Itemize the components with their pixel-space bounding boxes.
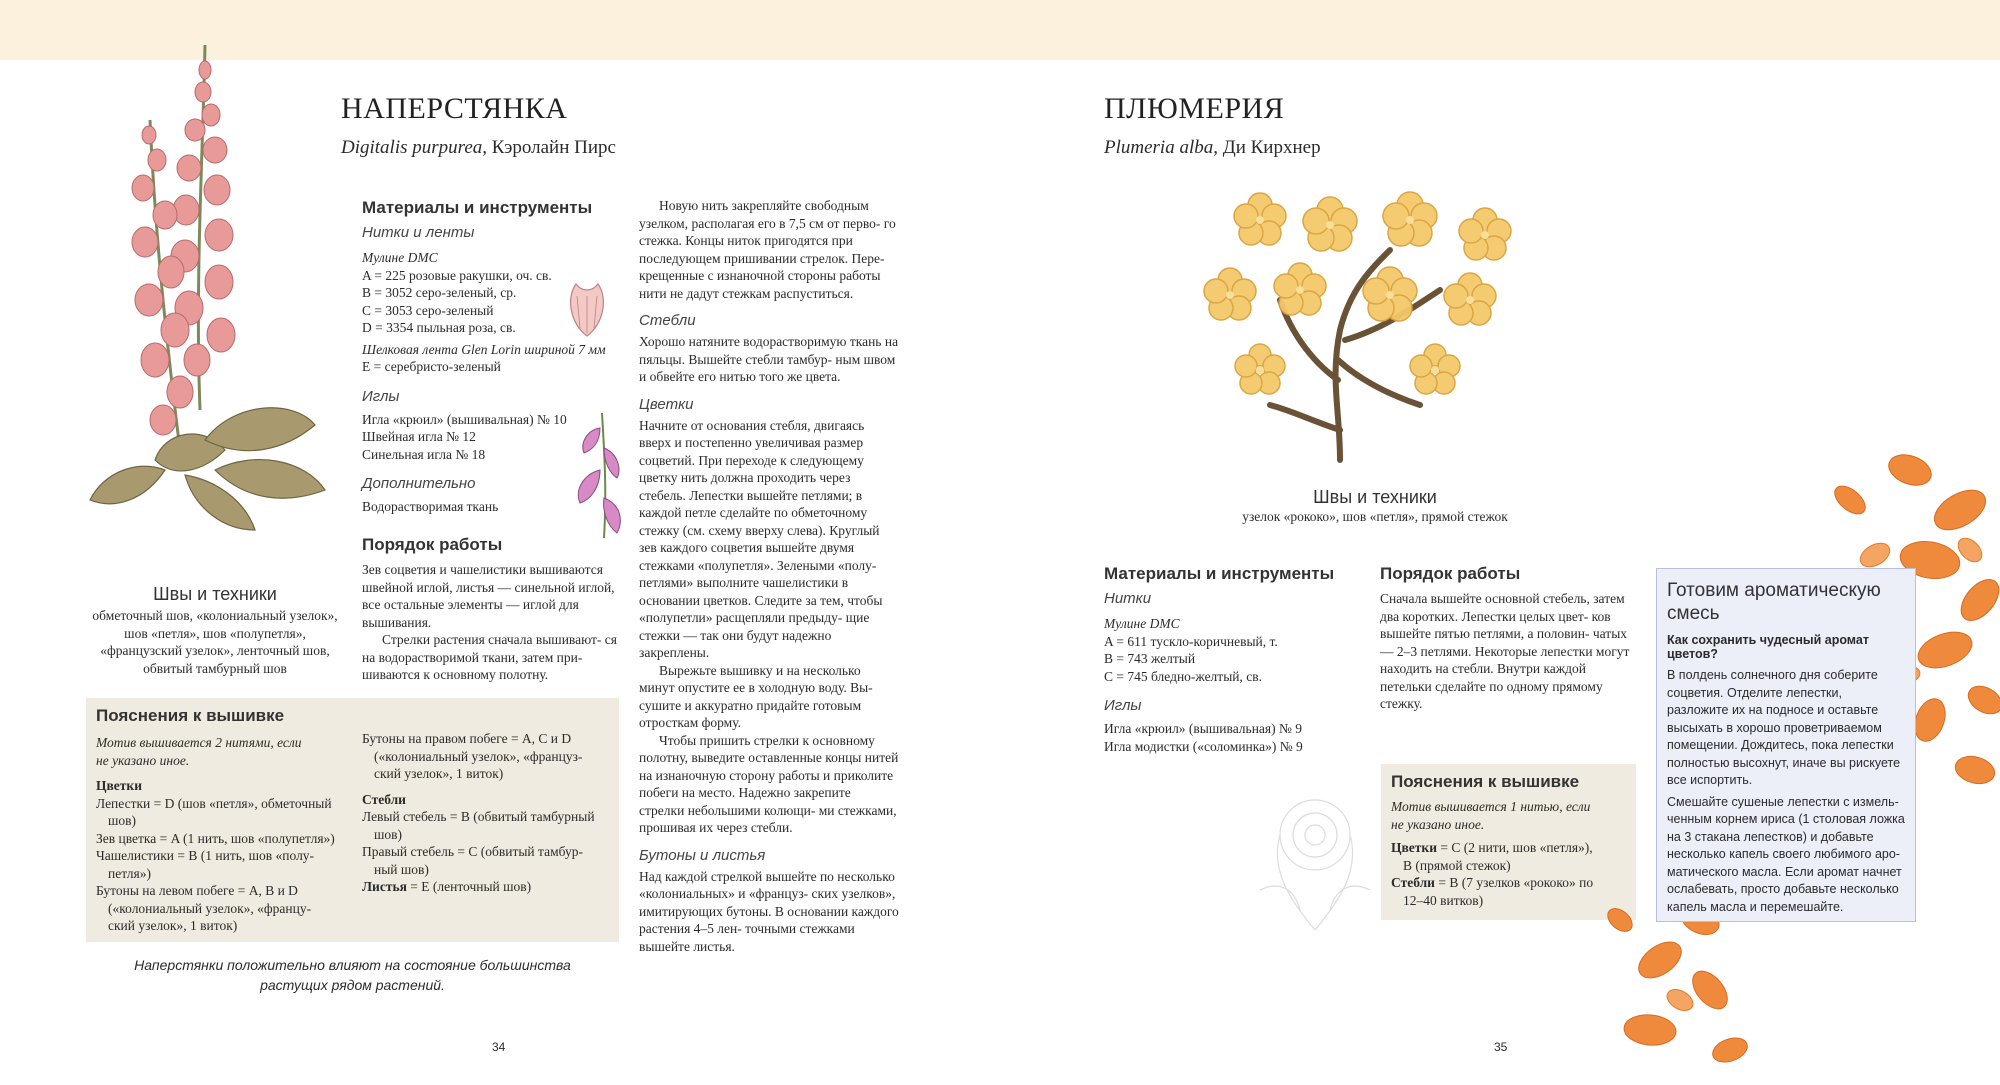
needles-subheading: Иглы	[1104, 697, 1142, 714]
thread-line: E = серебристо-зеленый	[362, 359, 501, 374]
notes-line: Левый стебель = B (обвитый тамбурный	[362, 809, 595, 824]
stitch-line: узелок «рококо», шов «петля», прямой стежок	[1242, 509, 1508, 524]
instruction-paragraph: Начните от основания стебля, двигаясь вверх и постепенно увеличивая размер соцветий. При переходе к следующему цветку нить должна проходить через стебель. Лепестки вышейте петлями; в каждой петле сделайте по обметочному стежку (см. схему вверху слева). Круглый зев каждого соцветия вышейте двумя стежками «полупетля». Зелеными «полу- петлями» выполните чашелистики в основании цветков. Следите за тем, чтобы «полупетли» расщепляли предыду- щие стежки — так они будут надежно закреплены.	[639, 417, 883, 660]
stitches-section-left	[80, 584, 350, 677]
stitch-line: обметочный шов, «колониальный узелок»,	[92, 608, 338, 623]
foxglove-embroidery-illustration	[85, 30, 340, 575]
thread-line: A = 611 тускло-коричневый, т.	[1104, 633, 1278, 649]
flowers-subheading: Цветки	[639, 395, 694, 413]
page-number-left: 34	[492, 1040, 506, 1054]
page-title-left: НАПЕРСТЯНКА	[341, 92, 568, 125]
notes-line: шов)	[374, 826, 403, 842]
thread-line: B = 743 желтый	[1104, 651, 1196, 666]
notes-line: Бутоны на правом побеге = A, C и D	[362, 731, 572, 746]
notes-leaves-text: = E (ленточный шов)	[406, 879, 532, 894]
petal-diagram-icon	[562, 278, 612, 340]
notes-stems-label: Стебли	[1391, 875, 1435, 890]
notes-flowers-label: Цветки	[96, 778, 142, 793]
notes-text: = C (2 нити, шов «петля»),	[1436, 840, 1593, 855]
notes-line: Бутоны на левом побеге = A, B и D	[96, 883, 298, 898]
needle-line: Игла «крюил» (вышивальная) № 10	[362, 411, 567, 427]
instruction-paragraph: Чтобы пришить стрелки к основному полотну, выведите оставленные концы нитей на изнаночную сторону работы и приколите побеги на место. Надежно закрепите стрелки небольшими колющи- ми стежками, прошивая их через стебли.	[639, 732, 899, 835]
materials-heading: Материалы и инструменты	[362, 198, 593, 217]
notes-line: ский узелок», 1 виток)	[108, 918, 238, 933]
stitches-title: Швы и техники	[1313, 487, 1437, 507]
caption-line: Наперстянки положительно влияют на состояние большинства	[134, 957, 571, 973]
materials-heading: Материалы и инструменты	[1104, 564, 1335, 583]
notes-line: («колониальный узелок», «францyз-	[374, 748, 583, 764]
aroma-box-question: Как сохранить чудесный аромат цветов?	[1667, 633, 1869, 661]
instruction-paragraph: Хорошо натяните водорастворимую ткань на пяльцы. Вышейте стебли тамбур- ным швом и обвейте его нитью того же цвета.	[639, 334, 899, 384]
instruction-paragraph: Вырежьте вышивку и на несколько минут опустите ее в холодную воду. Вы- сушите и аккуратно придайте готовым отросткам форму.	[639, 662, 873, 730]
needles-subheading: Иглы	[362, 387, 400, 405]
threads-list	[1104, 615, 1354, 685]
instructions-column-left	[639, 197, 899, 955]
extra-subheading: Дополнительно	[362, 475, 476, 492]
notes-motif-line: Мотив вышивается 1 нитью, если	[1391, 799, 1591, 814]
notes-line: 12–40 витков)	[1403, 892, 1484, 908]
order-paragraph: Зев соцветия и чашелистики вышиваются швейной иглой, листья — синельной иглой, все остальные элементы — иглой для вышивания.	[362, 562, 615, 630]
order-heading: Порядок работы	[362, 535, 503, 554]
stitch-line: шов «петля», шов «полупетля»,	[124, 625, 306, 641]
page-title-right: ПЛЮМЕРИЯ	[1104, 92, 1285, 125]
stems-subheading: Стебли	[639, 312, 696, 329]
extra-line: Водорастворимая ткань	[362, 499, 499, 514]
notes-line: B (прямой стежок)	[1403, 857, 1511, 873]
notes-line: Чашелистики = B (1 нить, шов «полу-	[96, 848, 315, 863]
threads-brand: Мулине DMC	[1104, 616, 1180, 631]
stitch-line: обвитый тамбурный шов	[143, 660, 287, 676]
notes-leaves-label: Листья	[362, 879, 407, 894]
thread-line: A = 225 розовые ракушки, оч. св.	[362, 267, 552, 283]
notes-motif-line: Мотив вышивается 2 нитями, если	[96, 735, 302, 750]
embroidery-notes-box-right	[1381, 764, 1636, 920]
order-paragraph: Сначала вышейте основной стебель, затем два коротких. Лепестки целых цвет- ков вышейте пятью петлями, а половин- чатых — 2–3 петлями. Некоторые лепестки могут находить на стебли. Внутри каждой петельки сделайте по одному прямому стежку.	[1380, 591, 1630, 711]
author-name: Ди Кирхнер	[1218, 137, 1321, 158]
rose-sketch-decoration-icon	[1240, 780, 1390, 950]
embroidery-notes-box-left	[86, 698, 619, 942]
instruction-paragraph: Новую нить закрепляйте свободным узелком, располагая его в 7,5 см от перво- го стежка. Концы ниток пригодятся при последующем пришивании стрелок. Пере- крещенные с изнаночной стороны работы нити не дадут стежкам распуститься.	[639, 198, 896, 301]
stitches-title: Швы и техники	[153, 584, 277, 604]
notes-heading: Пояснения к вышивке	[96, 706, 285, 725]
thread-line: C = 745 бледно-желтый, св.	[1104, 668, 1262, 684]
notes-line: («колониальный узелок», «францу-	[108, 900, 312, 916]
order-section-left	[362, 535, 617, 684]
notes-line: Лепестки = D (шов «петля», обметочный	[96, 795, 332, 811]
aroma-box-paragraph: Смешайте сушеные лепестки с измель- ченным корнем ириса (1 столовая ложка на 3 стакана лепестков) и добавьте несколько капель своего любимого аро- матического масла. Если аромат начнет ослабевать, просто добавьте несколько капель масла и перемешайте.	[1667, 794, 1905, 914]
order-heading: Порядок работы	[1380, 564, 1521, 583]
caption-line: растущих рядом растений.	[260, 977, 445, 993]
notes-line: Зев цветка = A (1 нить, шов «полупетля»)	[96, 830, 335, 846]
notes-stems-label: Стебли	[362, 791, 406, 807]
caption-left	[86, 955, 619, 995]
thread-line: B = 3052 серо-зеленый, ср.	[362, 285, 517, 300]
latin-name-text: Digitalis purpurea,	[341, 137, 488, 158]
notes-stems-line	[1391, 874, 1631, 892]
ribbon-brand: Шелковая лента Glen Lorin шириной 7 мм	[362, 341, 606, 357]
thread-line: C = 3053 серо-зеленый	[362, 302, 494, 318]
notes-text: = B (7 узелков «рококо» по	[1434, 875, 1594, 890]
notes-col-1	[96, 706, 346, 935]
aroma-box-paragraph: В полдень солнечного дня соберите соцветия. Отделите лепестки, разложите их на подносе и оставьте высыхать в хорошо проветриваемом помещении. Дождитесь, пока лепестки полностью высохнут, иначе вы рискуете все испортить.	[1667, 668, 1901, 787]
stitches-section-right	[1190, 487, 1560, 526]
stitch-line: «французский узелок», ленточный шов,	[100, 643, 330, 658]
threads-brand: Мулине DMC	[362, 250, 438, 265]
needle-line: Игла модистки («соломинка») № 9	[1104, 738, 1303, 754]
notes-col-2	[362, 730, 612, 896]
threads-subheading: Нитки	[1104, 590, 1152, 607]
buds-subheading: Бутоны и листья	[639, 846, 766, 864]
notes-line: Правый стебель = C (обвитый тамбур-	[362, 844, 583, 859]
thread-line: D = 3354 пыльная роза, св.	[362, 320, 516, 335]
notes-line: петля»)	[108, 865, 151, 881]
threads-subheading: Нитки и ленты	[362, 224, 475, 241]
aroma-box-title: Готовим ароматическую смесь	[1667, 580, 1881, 624]
needle-line: Синельная игла № 18	[362, 446, 486, 462]
notes-heading: Пояснения к вышивке	[1391, 772, 1580, 791]
needle-line: Швейная игла № 12	[362, 429, 476, 444]
needle-line: Игла «крюил» (вышивальная) № 9	[1104, 721, 1302, 736]
notes-motif-line: не указано иное.	[96, 752, 190, 768]
latin-name-left	[341, 137, 616, 159]
needles-list	[1104, 720, 1354, 755]
stitches-list	[80, 607, 350, 677]
aroma-mix-sidebar	[1656, 568, 1916, 922]
latin-name-text: Plumeria alba,	[1104, 137, 1218, 158]
materials-section-right	[1104, 564, 1354, 755]
notes-flowers-line	[1391, 839, 1631, 857]
notes-line: ский узелок», 1 виток)	[374, 766, 504, 781]
notes-flowers-label: Цветки	[1391, 840, 1437, 855]
order-section-right	[1380, 564, 1635, 713]
notes-leaves-line	[362, 878, 612, 896]
foxglove-sketch-icon	[562, 408, 632, 543]
order-paragraph: Стрелки растения сначала вышивают- ся на водорастворимой ткани, затем при- шиваются к основному полотну.	[362, 632, 617, 682]
latin-name-right	[1104, 137, 1321, 159]
notes-motif-line: не указано иное.	[1391, 816, 1485, 832]
author-name: Кэролайн Пирс	[487, 137, 616, 158]
instruction-paragraph: Над каждой стрелкой вышейте по несколько «колониальных» и «француз- ских узелков», имитирующих бутоны. В основании каждого растения 4–5 лен- точными стежками вышейте листья.	[639, 868, 899, 954]
notes-line: ный шов)	[374, 861, 429, 877]
plumeria-embroidery-illustration	[1190, 180, 1560, 470]
notes-line: шов)	[108, 813, 137, 828]
page-number-right: 35	[1494, 1040, 1508, 1054]
